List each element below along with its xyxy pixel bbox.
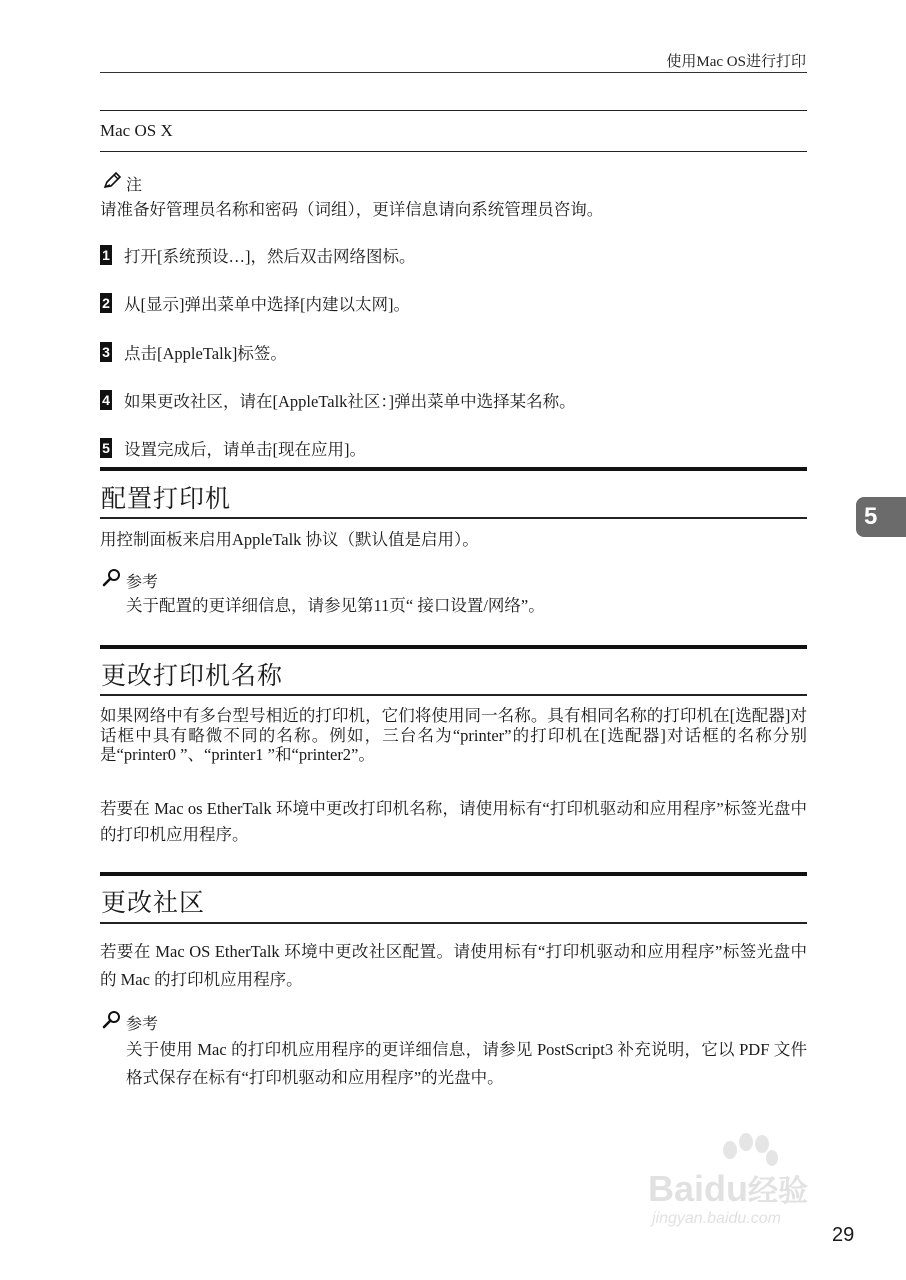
chapter-tab: 5: [856, 497, 906, 537]
note-text: 请准备好管理员名称和密码（词组），更详信息请向系统管理员咨询。: [100, 200, 604, 219]
watermark-brand-2: du: [704, 1168, 749, 1209]
step-5: [100, 436, 366, 460]
subsection-bottom-rule: [100, 151, 807, 152]
step-text: 设置完成后，请单击[现在应用]。: [124, 440, 366, 459]
watermark-brand: Bai: [648, 1168, 705, 1209]
section-title-configure: 配置打印机: [101, 486, 232, 513]
reference-label: 参考: [126, 574, 159, 591]
step-number: 2: [100, 293, 112, 313]
reference-heading: [102, 1010, 158, 1035]
running-header: 使用Mac OS进行打印: [666, 54, 806, 70]
reference-text: 关于使用 Mac 的打印机应用程序的更详细信息，请参见 PostScript3 补充说明，它以 PDF 文件格式保存在标有“打印机驱动和应用程序”的光盘中。: [126, 1040, 807, 1087]
pencil-icon: [102, 172, 122, 195]
magnifier-icon: [102, 1010, 122, 1035]
section-title-rename: 更改打印机名称: [101, 663, 284, 690]
step-1: [100, 243, 416, 267]
step-2: [100, 291, 410, 315]
magnifier-icon: [102, 568, 122, 593]
subsection-title: Mac OS X: [100, 121, 173, 140]
step-text: 从[显示]弹出菜单中选择[内建以太网]。: [124, 295, 410, 314]
watermark-suffix: 经验: [748, 1175, 809, 1208]
section-top-rule: [100, 645, 807, 649]
section-body: 用控制面板来启用AppleTalk 协议（默认值是启用）。: [100, 530, 479, 549]
section-bottom-rule: [100, 922, 807, 924]
section-body: 如果网络中有多台型号相近的打印机，它们将使用同一名称。具有相同名称的打印机在[选配器]对话框中具有略微不同的名称。例如，三台名为“printer”的打印机在[选配器]对话框的名称分别是“printer0 ”、“printer1 ”和“printer2”。: [100, 706, 807, 764]
section-top-rule: [100, 467, 807, 471]
section-top-rule: [100, 872, 807, 876]
page-number: 29: [832, 1224, 855, 1246]
section-body: 若要在 Mac OS EtherTalk 环境中更改社区配置。请使用标有“打印机驱动和应用程序”标签光盘中的 Mac 的打印机应用程序。: [100, 942, 807, 989]
note-heading: [102, 172, 142, 195]
section-title-zone: 更改社区: [101, 890, 206, 917]
step-number: 4: [100, 390, 112, 410]
section-bottom-rule: [100, 517, 807, 519]
watermark-url: jingyan.baidu.com: [652, 1210, 781, 1227]
reference-text: 关于配置的更详细信息，请参见第11页“ 接口设置/网络”。: [126, 596, 545, 615]
step-number: 1: [100, 245, 112, 265]
step-text: 如果更改社区，请在[AppleTalk社区：]弹出菜单中选择某名称。: [124, 392, 576, 411]
header-rule: [100, 72, 807, 73]
subsection-top-rule: [100, 110, 807, 111]
reference-heading: [102, 568, 158, 593]
step-text: 点击[AppleTalk]标签。: [124, 344, 287, 363]
reference-label: 参考: [126, 1016, 159, 1033]
section-body: 若要在 Mac os EtherTalk 环境中更改打印机名称，请使用标有“打印机驱动和应用程序”标签光盘中的打印机应用程序。: [100, 799, 807, 844]
note-label: 注: [126, 177, 143, 194]
step-number: 3: [100, 342, 112, 362]
step-4: [100, 388, 576, 412]
step-text: 打开[系统预设…]，然后双击网络图标。: [124, 247, 416, 266]
baidu-watermark: [648, 1140, 858, 1230]
section-bottom-rule: [100, 694, 807, 696]
step-3: [100, 340, 287, 364]
step-number: 5: [100, 438, 112, 458]
